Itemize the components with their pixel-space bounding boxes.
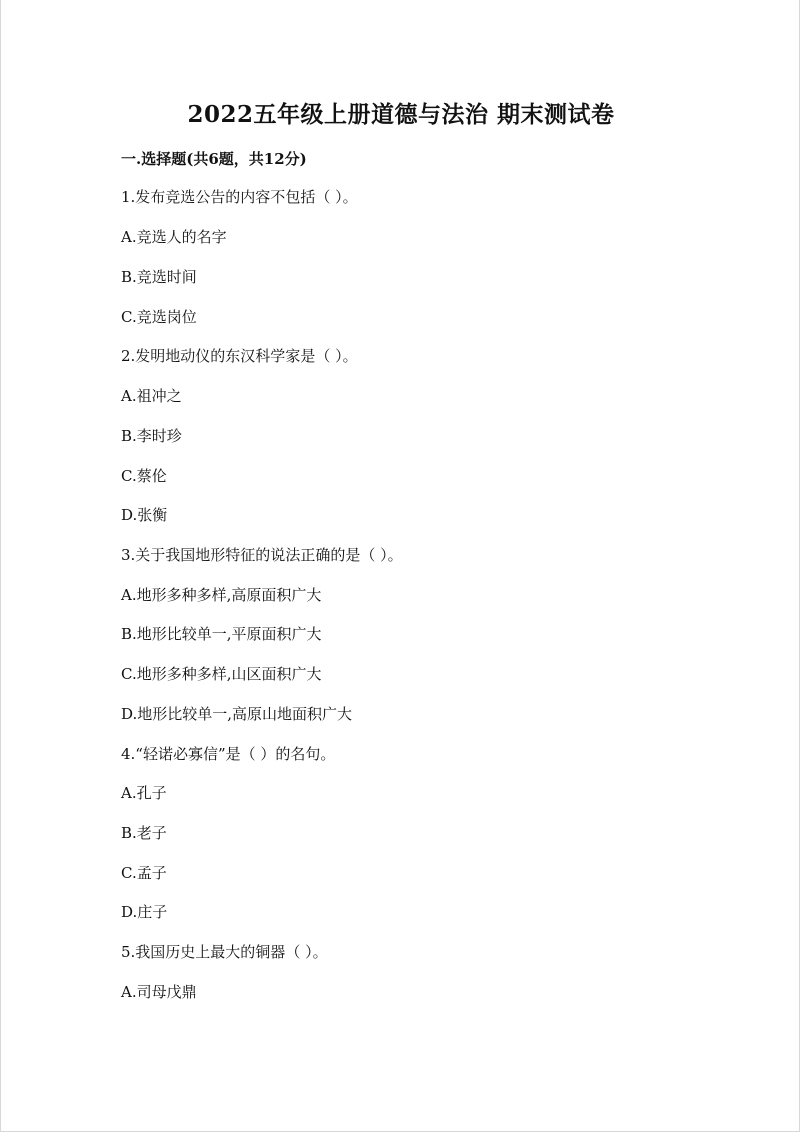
question-1-option-b: B.竞选时间 xyxy=(121,268,197,286)
question-3-option-b: B.地形比较单一,平原面积广大 xyxy=(121,625,322,643)
question-1-stem: 1.发布竞选公告的内容不包括（ ）。 xyxy=(121,188,358,206)
question-2-stem: 2.发明地动仪的东汉科学家是（ ）。 xyxy=(121,347,358,365)
question-4-option-d: D.庄子 xyxy=(121,903,168,921)
question-4-option-b: B.老子 xyxy=(121,824,167,842)
question-2-option-b: B.李时珍 xyxy=(121,427,182,445)
question-5-option-a: A.司母戊鼎 xyxy=(121,983,197,1001)
question-1-option-a: A.竞选人的名字 xyxy=(121,228,227,246)
question-3-option-c: C.地形多种多样,山区面积广大 xyxy=(121,665,322,683)
question-3-stem: 3.关于我国地形特征的说法正确的是（ ）。 xyxy=(121,546,403,564)
section-heading: 一.选择题(共6题，共12分) xyxy=(121,150,307,168)
question-4-stem: 4.“轻诺必寡信”是（ ）的名句。 xyxy=(121,745,336,763)
question-4-option-a: A.孔子 xyxy=(121,784,167,802)
page-title: 2022五年级上册道德与法治 期末测试卷 xyxy=(187,101,615,128)
question-5-stem: 5.我国历史上最大的铜器（ ）。 xyxy=(121,943,328,961)
question-2-option-a: A.祖冲之 xyxy=(121,387,182,405)
question-2-option-c: C.蔡伦 xyxy=(121,467,167,485)
question-3-option-a: A.地形多种多样,高原面积广大 xyxy=(121,586,322,604)
question-3-option-d: D.地形比较单一,高原山地面积广大 xyxy=(121,705,353,723)
question-1-option-c: C.竞选岗位 xyxy=(121,308,197,326)
question-4-option-c: C.孟子 xyxy=(121,864,167,882)
question-2-option-d: D.张衡 xyxy=(121,506,168,524)
